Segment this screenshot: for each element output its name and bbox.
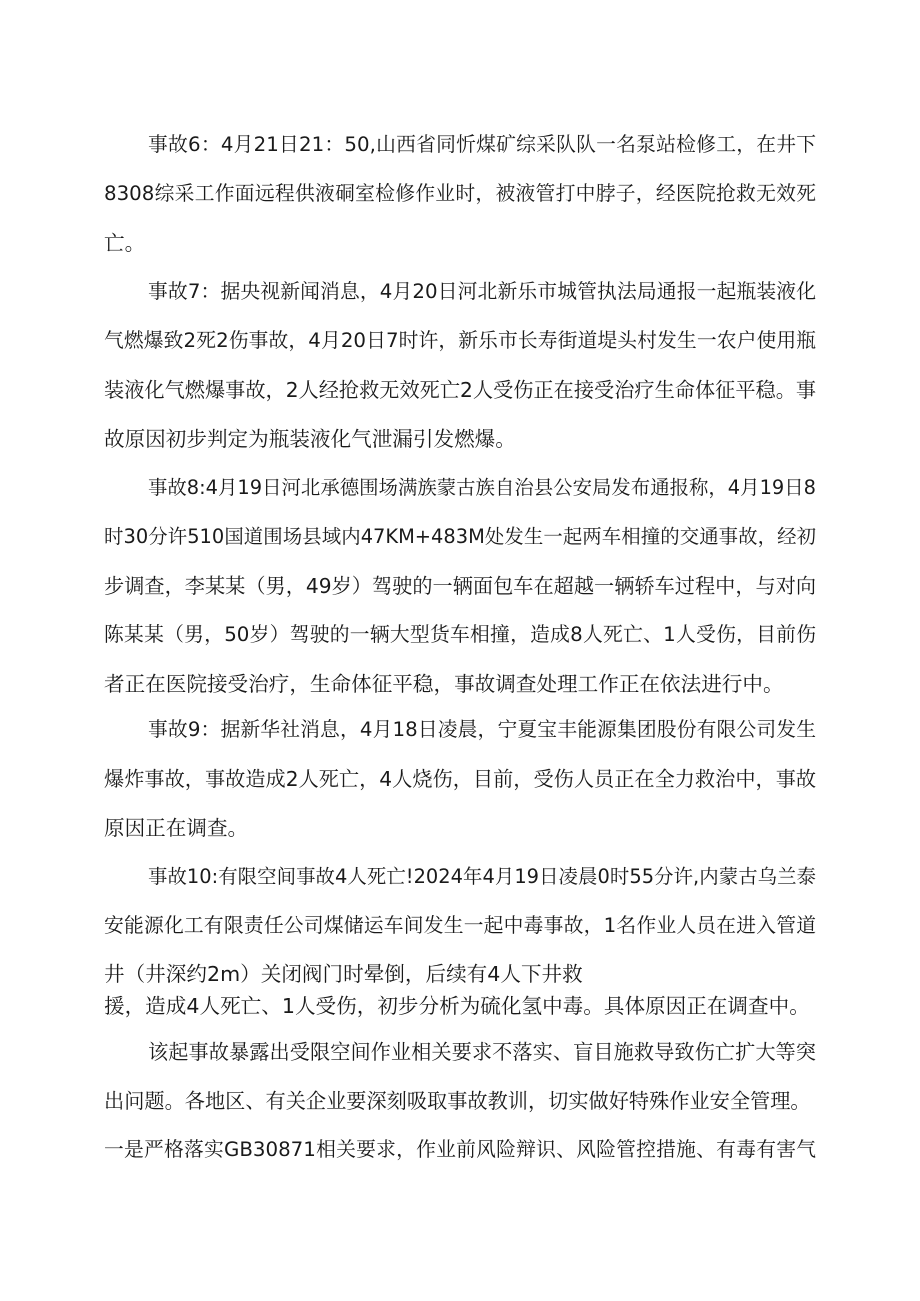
- accident-7-line-1: 事故7：据央视新闻消息，4月20日河北新乐市城管执法局通报一起瓶装液化: [148, 280, 816, 303]
- accident-9-line-1: 事故9：据新华社消息，4月18日凌晨，宁夏宝丰能源集团股份有限公司发生: [148, 718, 816, 741]
- accident-8-line-5: 者正在医院接受治疗，生命体征平稳，事故调查处理工作正在依法进行中。: [104, 672, 784, 696]
- analysis-line-3: 一是严格落实GB30871相关要求，作业前风险辩识、风险管控措施、有毒有害气: [104, 1138, 816, 1161]
- accident-10-line-2: 安能源化工有限责任公司煤储运车间发生一起中毒事故，1名作业人员在进入管道: [104, 914, 816, 937]
- accident-8-line-3: 步调查，李某某（男，49岁）驾驶的一辆面包车在超越一辆轿车过程中，与对向: [104, 574, 817, 598]
- accident-7-line-4: 故原因初步判定为瓶装液化气泄漏引发燃爆。: [104, 427, 516, 451]
- analysis-line-2: 出问题。各地区、有关企业要深刻吸取事故教训，切实做好特殊作业安全管理。: [104, 1089, 811, 1113]
- accident-8-line-4: 陈某某（男，50岁）驾驶的一辆大型货车相撞，造成8人死亡、1人受伤，目前伤: [104, 623, 816, 646]
- accident-6-line-1: 事故6：4月21日21：50,山西省同忻煤矿综采队队一名泵站检修工，在井下: [148, 133, 816, 156]
- accident-8-line-1: 事故8:4月19日河北承德围场满族蒙古族自治县公安局发布通报称，4月19日8: [148, 476, 816, 499]
- accident-8-line-2: 时30分许510国道围场县域内47KM+483M处发生一起两车相撞的交通事故，经初: [104, 525, 816, 548]
- accident-10-line-3: 井（井深约2m）关闭阀门时晕倒，后续有4人下井救: [104, 962, 583, 986]
- accident-10-line-1: 事故10:有限空间事故4人死亡!2024年4月19日凌晨0时55分许,内蒙古乌兰泰: [148, 865, 816, 888]
- accident-6-line-3: 亡。: [104, 231, 146, 255]
- analysis-line-1: 该起事故暴露出受限空间作业相关要求不落实、盲目施救导致伤亡扩大等突: [148, 1040, 816, 1064]
- accident-9-line-3: 原因正在调查。: [104, 816, 249, 840]
- accident-9-line-2: 爆炸事故，事故造成2人死亡，4人烧伤，目前，受伤人员正在全力救治中，事故: [104, 767, 817, 791]
- accident-10-line-4: 援，造成4人死亡、1人受伤，初步分析为硫化氢中毒。具体原因正在调查中。: [104, 994, 810, 1018]
- accident-7-line-3: 装液化气燃爆事故，2人经抢救无效死亡2人受伤正在接受治疗生命体征平稳。事: [104, 378, 817, 402]
- accident-6-line-2: 8308综采工作面远程供液硐室检修作业时，被液管打中脖子，经医院抢救无效死: [104, 182, 816, 205]
- accident-7-line-2: 气燃爆致2死2伤事故，4月20日7时许，新乐市长寿街道堤头村发生一农户使用瓶: [104, 329, 816, 352]
